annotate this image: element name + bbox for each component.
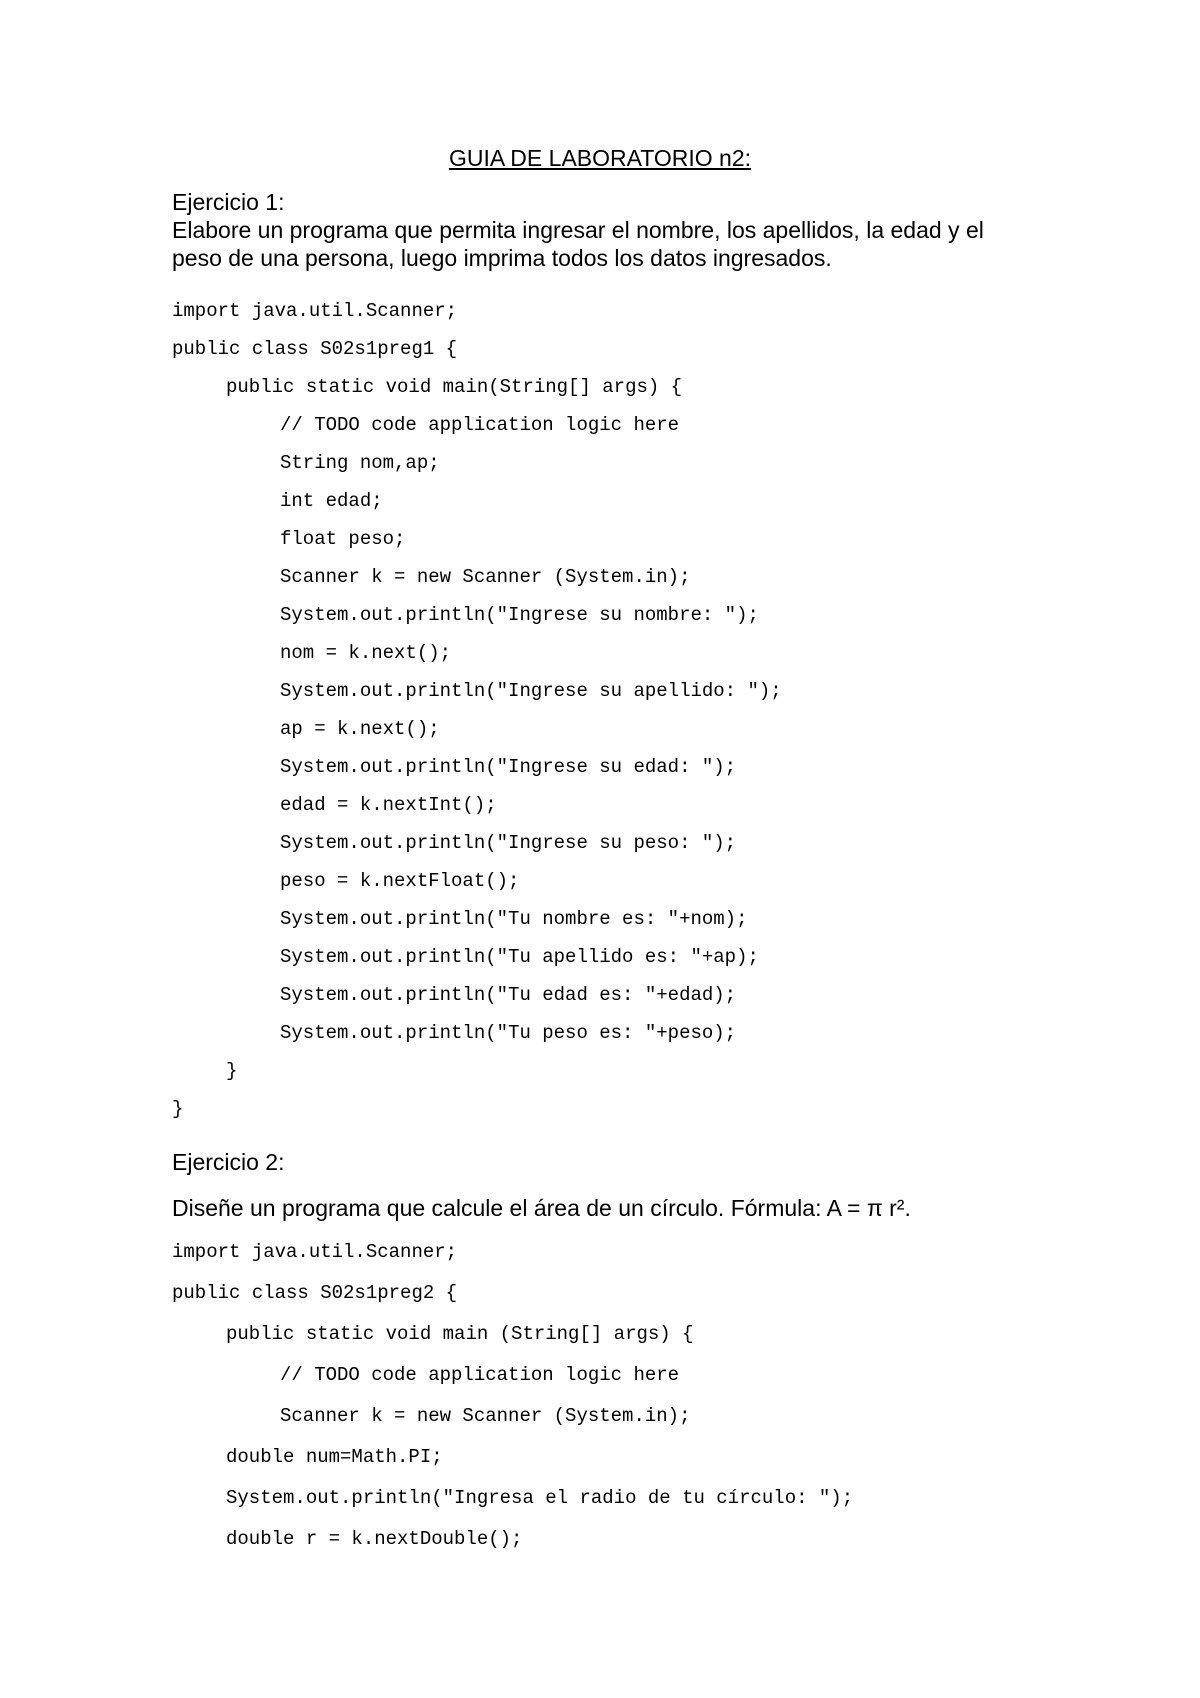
- code-line: System.out.println("Ingrese su peso: ");: [280, 832, 737, 854]
- code-line: // TODO code application logic here: [280, 414, 680, 436]
- code-line: System.out.println("Ingrese su apellido: ");: [280, 680, 782, 702]
- code-line: edad = k.nextInt();: [280, 794, 497, 816]
- code-line: public static void main(String[] args) {: [226, 376, 683, 398]
- code-line: System.out.println("Ingresa el radio de tu círculo: ");: [226, 1487, 854, 1509]
- page-title: GUIA DE LABORATORIO n2:: [448, 145, 752, 171]
- code-line: String nom,ap;: [280, 452, 440, 474]
- code-line: System.out.println("Ingrese su nombre: ");: [280, 604, 759, 626]
- code-line: System.out.println("Tu edad es: "+edad);: [280, 984, 737, 1006]
- code-line: }: [172, 1098, 184, 1120]
- code-line: Scanner k = new Scanner (System.in);: [280, 1405, 691, 1427]
- code-line: System.out.println("Ingrese su edad: ");: [280, 756, 737, 778]
- code-line: System.out.println("Tu peso es: "+peso);: [280, 1022, 737, 1044]
- code-line: import java.util.Scanner;: [172, 300, 458, 322]
- code-line: double num=Math.PI;: [226, 1446, 443, 1468]
- code-line: public static void main (String[] args) {: [226, 1323, 694, 1345]
- exercise-1-description-line-2: peso de una persona, luego imprima todos los datos ingresados.: [172, 245, 832, 271]
- code-line: peso = k.nextFloat();: [280, 870, 520, 892]
- exercise-1-description-line-1: Elabore un programa que permita ingresar el nombre, los apellidos, la edad y el: [172, 217, 984, 243]
- code-line: }: [226, 1060, 238, 1082]
- code-line: // TODO code application logic here: [280, 1364, 680, 1386]
- code-line: System.out.println("Tu apellido es: "+ap);: [280, 946, 759, 968]
- exercise-2-heading: Ejercicio 2:: [172, 1149, 285, 1175]
- code-line: import java.util.Scanner;: [172, 1241, 458, 1263]
- code-line: nom = k.next();: [280, 642, 452, 664]
- code-line: Scanner k = new Scanner (System.in);: [280, 566, 691, 588]
- exercise-2-description: Diseñe un programa que calcule el área de un círculo. Fórmula: A = π r².: [172, 1195, 911, 1221]
- exercise-1-heading: Ejercicio 1:: [172, 189, 285, 215]
- code-line: System.out.println("Tu nombre es: "+nom);: [280, 908, 748, 930]
- code-line: double r = k.nextDouble();: [226, 1528, 523, 1550]
- code-line: ap = k.next();: [280, 718, 440, 740]
- code-line: float peso;: [280, 528, 406, 550]
- code-line: int edad;: [280, 490, 383, 512]
- code-line: public class S02s1preg2 {: [172, 1282, 458, 1304]
- code-line: public class S02s1preg1 {: [172, 338, 458, 360]
